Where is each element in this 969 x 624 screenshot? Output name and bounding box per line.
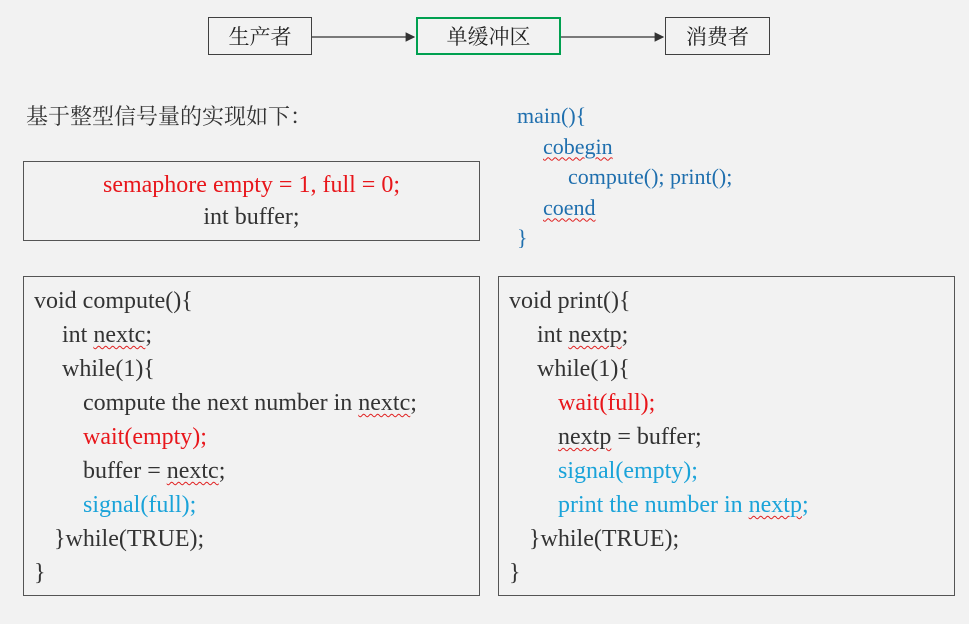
- semaphore-declaration: semaphore empty = 1, full = 0;: [102, 172, 400, 198]
- code-line: while(1){: [537, 356, 630, 382]
- code-text: ;: [621, 322, 629, 348]
- producer-code-box: [23, 276, 480, 596]
- main-keyword: coend: [543, 194, 596, 220]
- buffer-label: 单缓冲区: [446, 25, 531, 49]
- code-line: [34, 386, 479, 420]
- code-line: }while(TRUE);: [529, 526, 680, 552]
- main-code-block: [517, 101, 732, 254]
- producer-box: [208, 17, 312, 55]
- code-text: buffer =: [83, 458, 167, 484]
- code-variable: nextc: [358, 390, 411, 416]
- code-line: [34, 454, 479, 488]
- code-text: ;: [145, 322, 152, 348]
- code-text: int: [62, 322, 94, 348]
- main-keyword: cobegin: [543, 133, 613, 159]
- wait-statement: wait(empty);: [83, 424, 207, 450]
- code-variable: nextp: [568, 322, 622, 348]
- wait-statement: wait(full);: [558, 390, 656, 416]
- producer-label: 生产者: [228, 25, 292, 49]
- signal-statement: signal(full);: [83, 492, 197, 518]
- signal-statement: signal(empty);: [558, 458, 698, 484]
- code-variable: nextc: [166, 458, 219, 484]
- code-text: ;: [801, 492, 809, 518]
- section-heading: 基于整型信号量的实现如下：: [26, 105, 313, 130]
- code-line: void print(){: [509, 288, 631, 314]
- code-line: [509, 420, 954, 454]
- code-line: [509, 488, 954, 522]
- code-line: void compute(){: [34, 288, 193, 314]
- main-line: main(){: [517, 103, 587, 128]
- code-variable: nextp: [748, 492, 802, 518]
- main-line: compute(); print();: [568, 164, 733, 189]
- code-text: ;: [218, 458, 226, 484]
- code-line: }: [509, 560, 521, 586]
- code-line: }while(TRUE);: [54, 526, 205, 552]
- code-line: [509, 318, 954, 352]
- buffer-declaration: int buffer;: [203, 204, 300, 230]
- code-text: ;: [410, 390, 417, 416]
- main-line: [517, 132, 732, 163]
- main-line: }: [517, 225, 528, 250]
- code-text: int: [537, 322, 569, 348]
- buffer-box: [416, 17, 561, 55]
- code-text: print the number in: [558, 492, 749, 518]
- code-line: while(1){: [62, 356, 155, 382]
- code-variable: nextc: [93, 322, 146, 348]
- code-line: }: [34, 560, 46, 586]
- code-line: [34, 318, 479, 352]
- consumer-code-box: [498, 276, 955, 596]
- consumer-label: 消费者: [686, 25, 749, 49]
- main-line: [517, 193, 732, 224]
- code-variable: nextp: [558, 424, 612, 450]
- consumer-box: [665, 17, 770, 55]
- code-text: = buffer;: [611, 424, 702, 450]
- code-text: compute the next number in: [83, 390, 359, 416]
- declarations-box: [23, 161, 480, 241]
